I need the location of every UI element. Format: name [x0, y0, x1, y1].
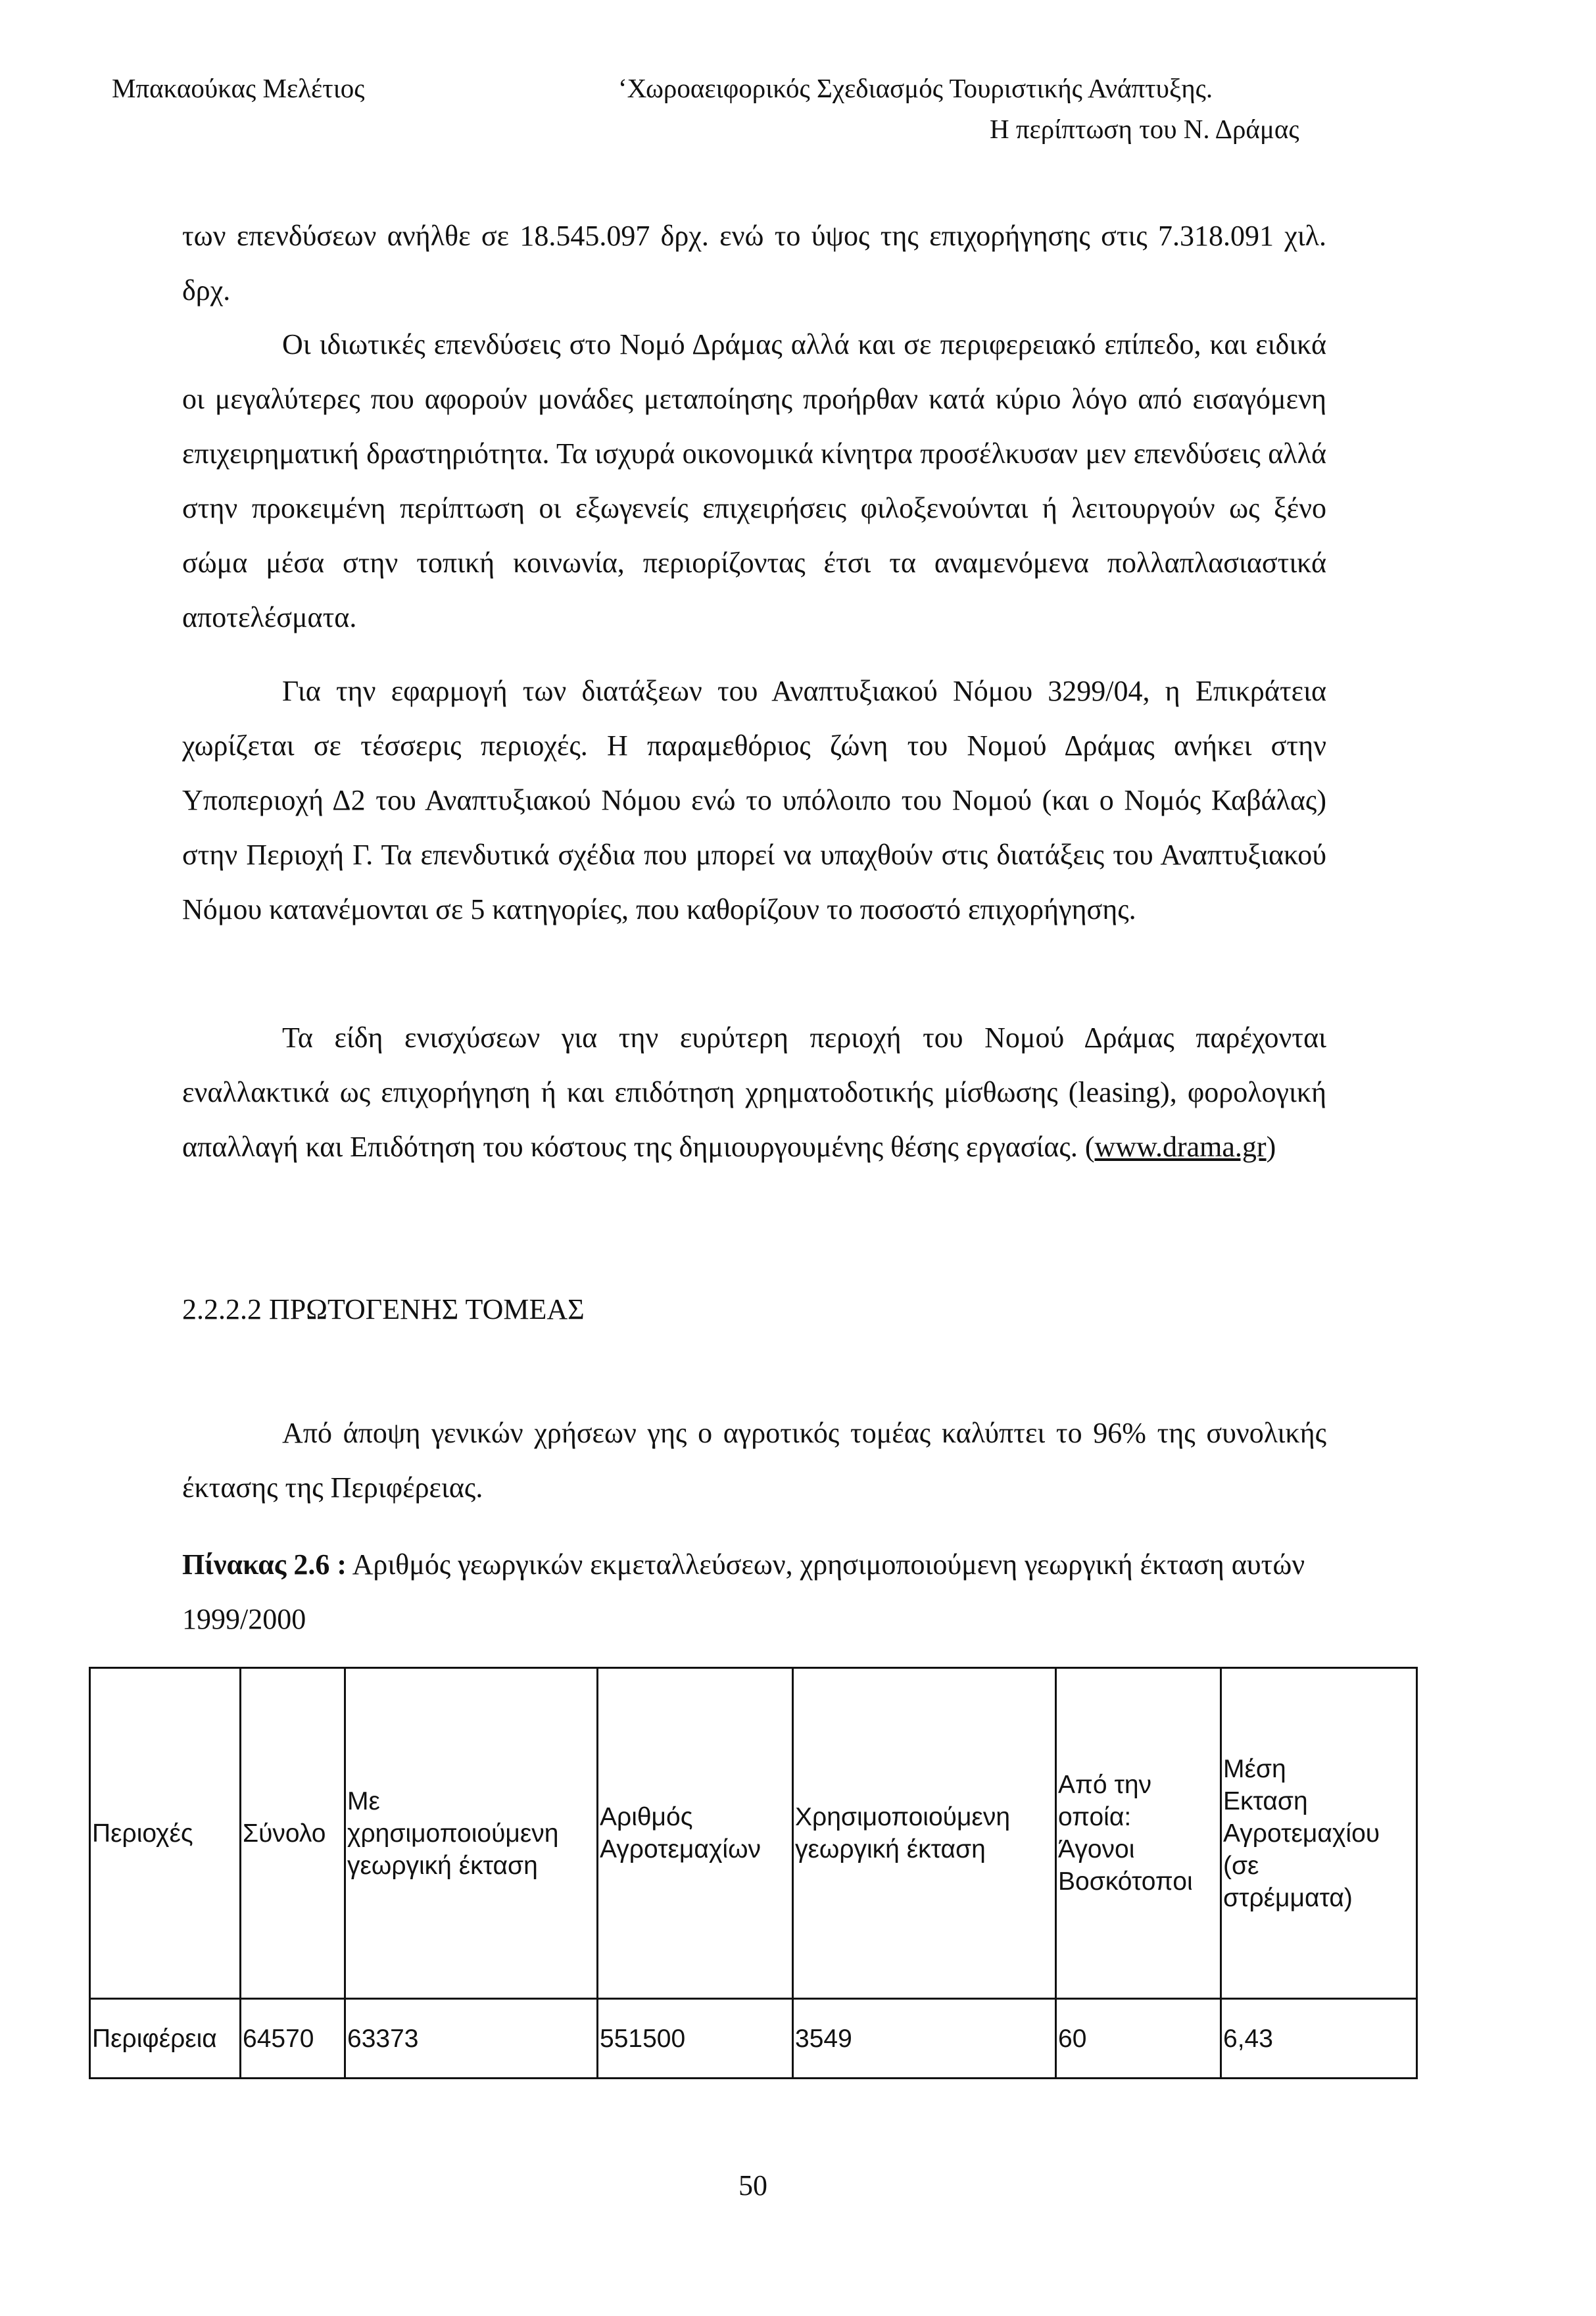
- paragraph-text: των επενδύσεων ανήλθε σε 18.545.097 δρχ. ενώ το ύψος της επιχορήγησης στις 7.318.091 χιλ. δρχ.: [182, 220, 1326, 307]
- table-row: [90, 1999, 1417, 2079]
- table-cell: Περιφέρεια: [90, 1999, 241, 2079]
- table-cell: 63373: [345, 1999, 598, 2079]
- table-header-line: Με: [347, 1786, 380, 1815]
- table-cell: 551500: [598, 1999, 793, 2079]
- page-number: 50: [738, 2169, 767, 2202]
- paragraph-development-law: [182, 664, 1326, 937]
- table-header-line: γεωργική έκταση: [347, 1851, 538, 1880]
- table-header-line: γεωργική έκταση: [795, 1835, 986, 1863]
- table-header-line: Σύνολο: [243, 1819, 326, 1848]
- paragraph-text: Από άποψη γενικών χρήσεων γης ο αγροτικός τομέας καλύπτει το 96% της συνολικής έκτασης της Περιφέρειας.: [182, 1417, 1326, 1504]
- table-header-cell: [90, 1668, 241, 1999]
- paragraph-text: Οι ιδιωτικές επενδύσεις στο Νομό Δράμας αλλά και σε περιφερειακό επίπεδο, και ειδικά οι μεγαλύτερες που αφορούν μονάδες μεταποίησης προήρθαν κατά κύριο λόγο από εισαγόμενη επιχειρηματική δραστηριότητα. Τα ισχυρά οικονομικά κίνητρα προσέλκυσαν μεν επενδύσεις αλλά στην προκειμένη περίπτωση οι εξωγενείς επιχειρήσεις φιλοξενούνται ή λειτουργούν ως ξένο σώμα μέσα στην τοπική κοινωνία, περιορίζοντας έτσι τα αναμενόμενα πολλαπλασιαστικά αποτελέσματα.: [182, 328, 1326, 633]
- table-header-line: Άγονοι: [1058, 1835, 1135, 1863]
- table-header-line: Βοσκότοποι: [1058, 1867, 1193, 1896]
- table-header-line: Εκταση: [1223, 1786, 1308, 1815]
- header-title-line2: Η περίπτωση του Ν. Δράμας: [990, 114, 1299, 144]
- table-header-line: Αγροτεμαχίων: [600, 1835, 762, 1863]
- paragraph-private-investments: [182, 317, 1326, 645]
- table-cell: 64570: [241, 1999, 345, 2079]
- table-header-line: Μέση: [1223, 1754, 1286, 1783]
- table-header-cell: [793, 1668, 1056, 1999]
- table-header-row: [90, 1668, 1417, 1999]
- drama-website-link[interactable]: www.drama.gr: [1094, 1131, 1267, 1163]
- section-heading: 2.2.2.2 ΠΡΩΤΟΓΕΝΗΣ ΤΟΜΕΑΣ: [182, 1293, 585, 1325]
- table-cell: 60: [1056, 1999, 1221, 2079]
- table-header-cell: [598, 1668, 793, 1999]
- table-cell: 3549: [793, 1999, 1056, 2079]
- paragraph-aid-types: [182, 1010, 1326, 1174]
- farm-holdings-table: [89, 1667, 1418, 2079]
- header-author: Μπακαούκας Μελέτιος: [112, 73, 365, 103]
- table-header-cell: [1221, 1668, 1417, 1999]
- paragraph-text: [182, 1010, 1326, 1174]
- paragraph-text: Για την εφαρμογή των διατάξεων του Αναπτυξιακού Νόμου 3299/04, η Επικράτεια χωρίζεται σε τέσσερις περιοχές. Η παραμεθόριος ζώνη του Νομού Δράμας ανήκει στην Υποπεριοχή Δ2 του Αναπτυξιακού Νόμου ενώ το υπόλοιπο του Νομού (και ο Νομός Καβάλας) στην Περιοχή Γ. Τα επενδυτικά σχέδια που μπορεί να υπαχθούν στις διατάξεις του Αναπτυξιακού Νόμου κατανέμονται σε 5 κατηγορίες, που καθορίζουν το ποσοστό επιχορήγησης.: [182, 675, 1326, 925]
- table-header-line: στρέμματα): [1223, 1883, 1353, 1912]
- table-caption: [182, 1537, 1326, 1646]
- table-header-line: χρησιμοποιούμενη: [347, 1819, 559, 1848]
- paragraph-text-end: ): [1266, 1131, 1276, 1163]
- table-header-cell: [241, 1668, 345, 1999]
- table-header-line: Χρησιμοποιούμενη: [795, 1803, 1011, 1831]
- header-title-line1: ‘Χωροαειφορικός Σχεδιασμός Τουριστικής Ανάπτυξης.: [618, 73, 1213, 103]
- table-caption-text: Αριθμός γεωργικών εκμεταλλεύσεων, χρησιμοποιούμενη γεωργική έκταση αυτών 1999/2000: [182, 1548, 1305, 1635]
- table-header-line: Αγροτεμαχίου: [1223, 1819, 1380, 1848]
- table-header-line: (σε: [1223, 1851, 1259, 1880]
- table-body: [90, 1999, 1417, 2079]
- table-header-cell: [345, 1668, 598, 1999]
- table-header-line: οποία:: [1058, 1803, 1132, 1831]
- table-cell: 6,43: [1221, 1999, 1417, 2079]
- table-header-cell: [1056, 1668, 1221, 1999]
- table-header-line: Από την: [1058, 1771, 1152, 1799]
- table-header-line: Περιοχές: [92, 1819, 193, 1848]
- paragraph-land-use: [182, 1406, 1326, 1515]
- table-caption-label: Πίνακας 2.6 :: [182, 1548, 347, 1581]
- table-header-line: Αριθμός: [600, 1803, 693, 1831]
- paragraph-text-main: Τα είδη ενισχύσεων για την ευρύτερη περιοχή του Νομού Δράμας παρέχονται εναλλακτικά ως επιχορήγηση ή και επιδότηση χρηματοδοτικής μίσθωσης (leasing), φορολογική απαλλαγή και Επιδότηση του κόστους της δημιουργουμένης θέσης εργασίας. (: [182, 1022, 1326, 1163]
- paragraph-investments-total: [182, 209, 1326, 318]
